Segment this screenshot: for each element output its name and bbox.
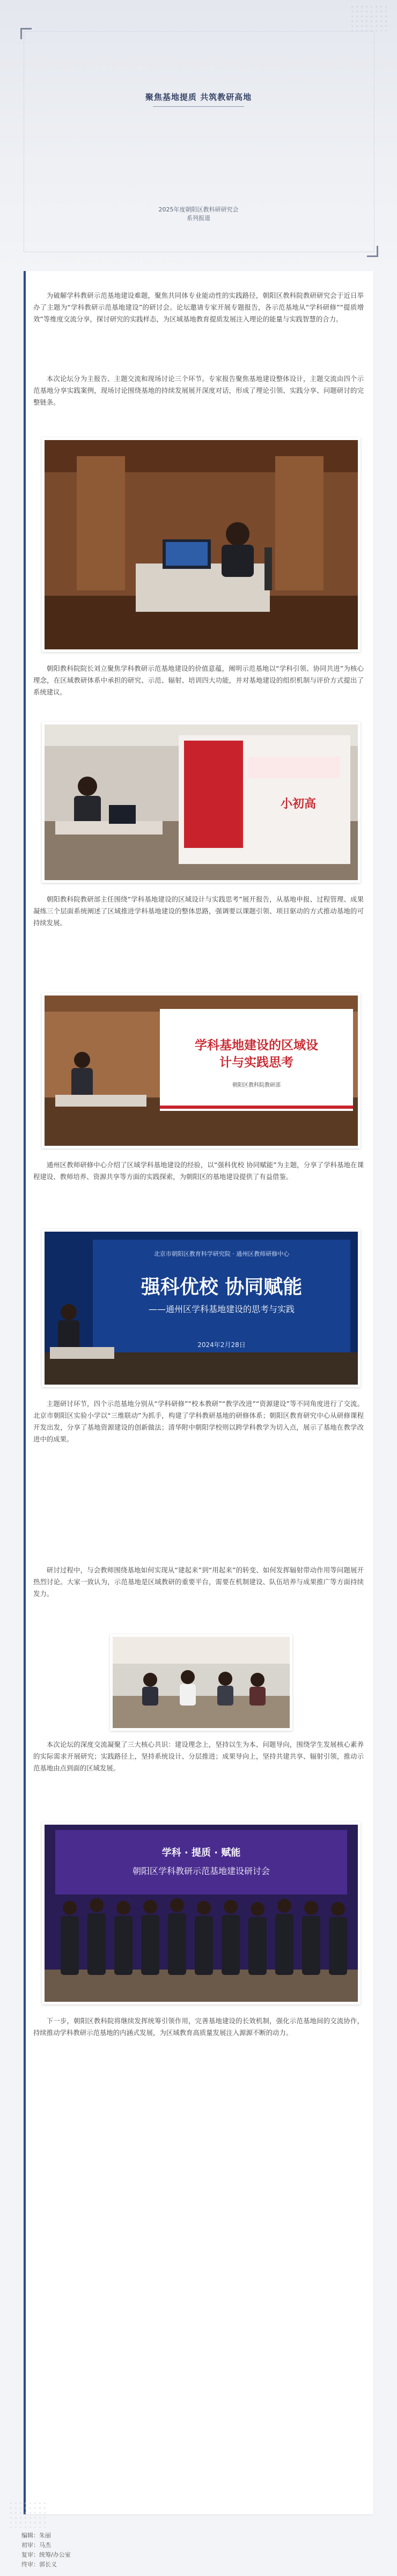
slide-title-line-2: 计与实践思考 xyxy=(219,1056,293,1070)
photo-keynote-speaker xyxy=(42,437,361,652)
photo-discussion-meeting xyxy=(110,1634,292,1731)
group-banner-line-1: 学科 · 提质 · 赋能 xyxy=(161,1847,241,1858)
photo-presentation-screen xyxy=(42,722,361,883)
footer-final-review: 终审：郭长义 xyxy=(21,2561,57,2568)
article-paragraph-5: 通州区教师研修中心介绍了区域学科基地建设的经验，以“强科优校 协同赋能”为主题，分享了学科基地在课程建设、教师培养、资源共享等方面的实践探索，为朝阳区的基地建设提供了有益借鉴。 xyxy=(33,1161,364,1181)
subtitle-line-2: 系列报道 xyxy=(187,215,210,222)
article-paragraph-2: 本次论坛分为主报告、主题交流和现场讨论三个环节。专家报告聚焦基地建设整体设计，主题交流由四个示范基地分享实践案例，现场讨论围绕基地的持续发展展开深度对话，形成了理论引领、实践分享、问题研讨的完整链条。 xyxy=(33,375,364,406)
footer-editor: 编辑：朱丽 xyxy=(21,2532,51,2539)
slide-footer-text: 朝阳区教科院教研部 xyxy=(232,1082,281,1088)
slide-label-text: 小初高 xyxy=(281,797,317,811)
article-paragraph-8: 本次论坛的深度交流凝聚了三大核心共识：建设理念上，坚持以生为本、问题导向，围绕学生发展核心素养的实际需求开展研究；实践路径上，坚持系统设计、分层推进；成果导向上，坚持共建共享、辐射引领，推动示范基地由点到面的区域发展。 xyxy=(33,1740,364,1772)
banner-sub-text: ——通州区学科基地建设的思考与实践 xyxy=(148,1304,295,1314)
article-paragraph-9: 下一步，朝阳区教科院将继续发挥统筹引领作用，完善基地建设的长效机制，强化示范基地间的交流协作，持续推动学科教研示范基地的内涵式发展，为区域教育高质量发展注入源源不断的动力。 xyxy=(33,2017,364,2037)
title-divider xyxy=(153,106,244,107)
photo-region-design-report xyxy=(42,993,361,1148)
footer-decorative-dots xyxy=(9,2501,46,2528)
frame-corner-top-left xyxy=(20,28,32,39)
article-paragraph-4: 朝阳教科院教研部主任围绕“学科基地建设的区域设计与实践思考”展开报告，从基地申报、过程管理、成果凝练三个层面系统阐述了区域推进学科基地建设的整体思路，强调要以课题引领、项目驱动的方式推动基地的可持续发展。 xyxy=(33,895,364,927)
photo-group-picture xyxy=(42,1822,361,2004)
subtitle-line-1: 2025年度朝阳区教科研研究会 xyxy=(158,206,239,213)
article-paragraph-6: 主题研讨环节，四个示范基地分别从“学科研修”“校本教研”“教学改进”“资源建设”等不同角度进行了交流。北京市朝阳区实验小学以“三维联动”为抓手，构建了学科教研基地的研修体系；朝阳区教育研究中心从研修课程开发出发，分享了基地资源建设的创新做法；清华附中朝阳学校则以跨学科教学为切入点，展示了基地在教学改进中的成果。 xyxy=(33,1400,364,1443)
decorative-dots xyxy=(350,4,387,31)
slide-title-line-1: 学科基地建设的区域设 xyxy=(195,1038,318,1052)
banner-main-text: 强科优校 协同赋能 xyxy=(141,1276,303,1298)
article-paragraph-3: 朝阳教科院院长刘立聚焦学科教研示范基地建设的价值意蕴，阐明示范基地以“学科引领、协同共进”为核心理念，在区域教研体系中承担的研究、示范、辐射、培训四大功能，并对基地建设的组织机制与评价方式提出了系统建议。 xyxy=(33,664,364,696)
page-title: 聚焦基地提质 共筑教研高地 xyxy=(145,92,252,102)
banner-org-text: 北京市朝阳区教育科学研究院 · 通州区教师研修中心 xyxy=(153,1250,290,1257)
article-paragraph-7: 研讨过程中，与会教师围绕基地如何实现从“建起来”到“用起来”的转变、如何发挥辐射带动作用等问题展开热烈讨论。大家一致认为，示范基地是区域教研的重要平台，需要在机制建设、队伍培养与成果推广等方面持续发力。 xyxy=(33,1566,364,1598)
article-paragraph-1: 为破解学科教研示范基地建设难题，聚焦共同体专业能动性的实践路径，朝阳区教科院教研研究会于近日举办了主题为“学科教研示范基地建设”的研讨会。论坛邀请专家开展专题报告，各示范基地从“学科研修”“提质增效”等维度交流分享，探讨研究的实践样态，为区域基地教育提质发展注入理论的能量与实践智慧的合力。 xyxy=(33,291,364,323)
footer-reviewer-1: 初审：马杰 xyxy=(21,2542,51,2549)
banner-date-text: 2024年2月28日 xyxy=(197,1341,246,1349)
group-banner-line-2: 朝阳区学科教研示范基地建设研讨会 xyxy=(132,1866,270,1876)
article-accent-bar xyxy=(24,271,26,2514)
footer-reviewer-2: 复审：统筹/办公室 xyxy=(21,2551,71,2558)
photo-tongzhou-sharing xyxy=(42,1229,361,1387)
frame-corner-bottom-right xyxy=(367,246,378,257)
